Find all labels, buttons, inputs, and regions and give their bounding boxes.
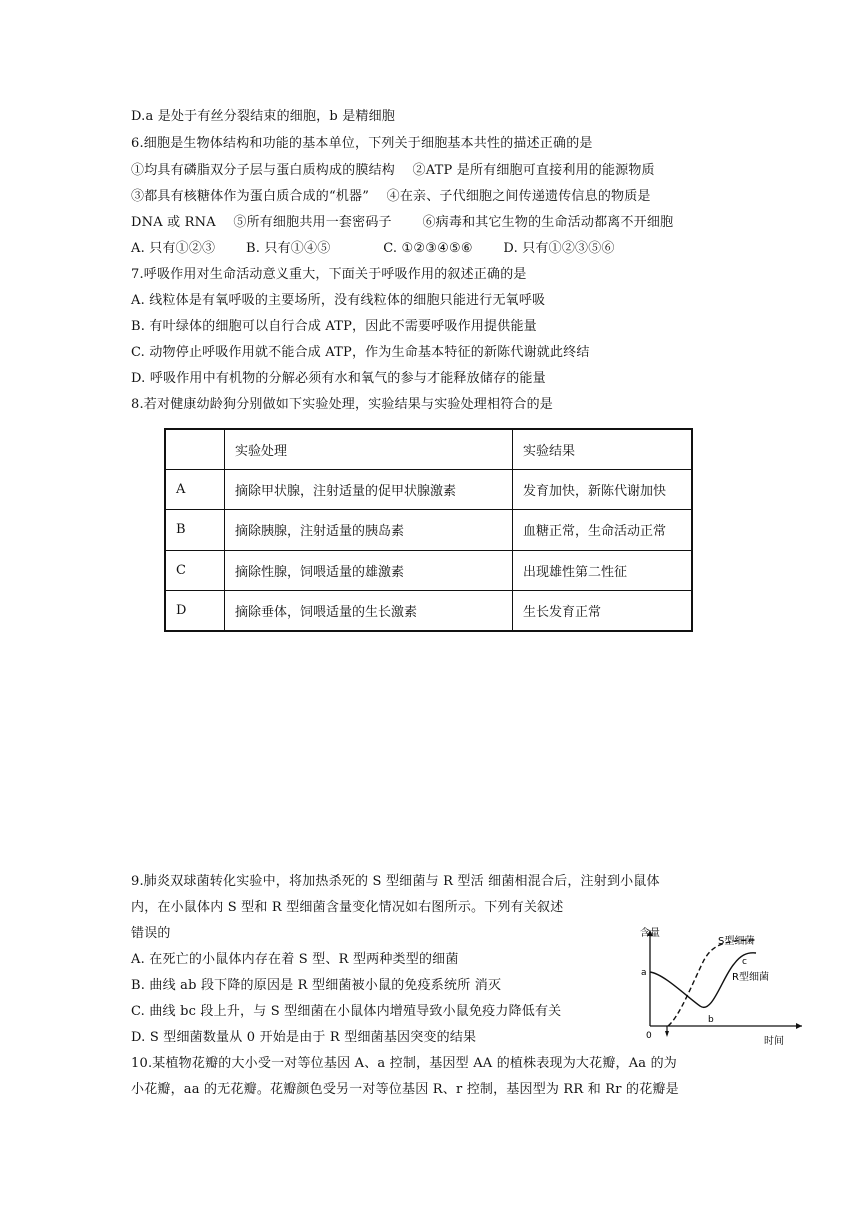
experiment-table bbox=[164, 428, 693, 632]
table-cell: 摘除性腺，饲喂适量的雄激素 bbox=[225, 550, 513, 590]
question-6-stem: 6.细胞是生物体结构和功能的基本单位，下列关于细胞基本共性的描述正确的是 bbox=[131, 136, 593, 151]
x-axis-label: 时间 bbox=[764, 1036, 784, 1047]
table-row bbox=[166, 591, 691, 630]
table-header-row bbox=[166, 430, 691, 469]
question-9-option-c: C. 曲线 bc 段上升，与 S 型细菌在小鼠体内增殖导致小鼠免疫力降低有关 bbox=[131, 1004, 562, 1019]
table-cell: 血糖正常，生命活动正常 bbox=[513, 510, 692, 550]
question-7-option-d: D. 呼吸作用中有机物的分解必须有水和氧气的参与才能释放储存的能量 bbox=[131, 371, 546, 386]
point-a-label: a bbox=[641, 968, 647, 978]
x-axis-arrow bbox=[796, 1023, 802, 1029]
table-cell: 摘除垂体，饲喂适量的生长激素 bbox=[225, 591, 513, 630]
table-header-cell: 实验结果 bbox=[513, 430, 692, 469]
table-cell: 出现雄性第二性征 bbox=[513, 550, 692, 590]
table-row bbox=[166, 469, 691, 509]
question-6-statements-2: ③都具有核糖体作为蛋白质合成的“机器” ④在亲、子代细胞之间传递遗传信息的物质是 bbox=[131, 189, 651, 204]
question-9-option-d: D. S 型细菌数量从 0 开始是由于 R 型细菌基因突变的结果 bbox=[131, 1030, 477, 1045]
table-cell: A bbox=[166, 469, 225, 509]
table-cell: C bbox=[166, 550, 225, 590]
question-7-option-c: C. 动物停止呼吸作用就不能合成 ATP，作为生命基本特征的新陈代谢就此终结 bbox=[131, 345, 590, 360]
question-7-option-a: A. 线粒体是有氧呼吸的主要场所，没有线粒体的细胞只能进行无氧呼吸 bbox=[131, 293, 546, 308]
table-cell: B bbox=[166, 510, 225, 550]
injection-marker-arrow bbox=[665, 1031, 669, 1037]
question-9-option-b: B. 曲线 ab 段下降的原因是 R 型细菌被小鼠的免疫系统所 消灭 bbox=[131, 978, 502, 993]
table-cell: 发育加快，新陈代谢加快 bbox=[513, 469, 692, 509]
question-6-options: A. 只有①②③ B. 只有①④⑤ C. ①②③④⑤⑥ D. 只有①②③⑤⑥ bbox=[131, 241, 615, 256]
question-6-statements-1: ①均具有磷脂双分子层与蛋白质构成的膜结构 ②ATP 是所有细胞可直接利用的能源物质 bbox=[131, 163, 655, 178]
question-9-stem-1: 9.肺炎双球菌转化实验中，将加热杀死的 S 型细菌与 R 型活 细菌相混合后，注射到小鼠体 bbox=[131, 874, 660, 889]
option-d-previous: D.a 是处于有丝分裂结束的细胞，b 是精细胞 bbox=[131, 109, 396, 124]
table-row bbox=[166, 550, 691, 590]
table-cell: 摘除胰腺，注射适量的胰岛素 bbox=[225, 510, 513, 550]
s-type-curve bbox=[668, 940, 756, 1026]
y-axis-label: 含量 bbox=[640, 928, 660, 939]
question-9-option-a: A. 在死亡的小鼠体内存在着 S 型、R 型两种类型的细菌 bbox=[131, 952, 459, 967]
origin-label: 0 bbox=[646, 1031, 652, 1041]
table-header-cell: 实验处理 bbox=[225, 430, 513, 469]
question-10-stem-2: 小花瓣，aa 的无花瓣。花瓣颜色受另一对等位基因 R、r 控制，基因型为 RR 和 Rr 的花瓣是 bbox=[131, 1082, 679, 1097]
question-9-stem-2: 内，在小鼠体内 S 型和 R 型细菌含量变化情况如右图所示。下列有关叙述 bbox=[131, 900, 564, 915]
question-7-stem: 7.呼吸作用对生命活动意义重大，下面关于呼吸作用的叙述正确的是 bbox=[131, 267, 527, 282]
point-b-label: b bbox=[708, 1015, 714, 1025]
table-cell: 摘除甲状腺，注射适量的促甲状腺激素 bbox=[225, 469, 513, 509]
question-7-option-b: B. 有叶绿体的细胞可以自行合成 ATP，因此不需要呼吸作用提供能量 bbox=[131, 319, 537, 334]
question-9-stem-3: 错误的 bbox=[131, 926, 171, 941]
s-type-label: S型细菌 bbox=[718, 936, 755, 947]
question-10-stem-1: 10.某植物花瓣的大小受一对等位基因 A、a 控制，基因型 AA 的植株表现为大花瓣，Aa 的为 bbox=[131, 1056, 677, 1071]
question-8-stem: 8.若对健康幼龄狗分别做如下实验处理，实验结果与实验处理相符合的是 bbox=[131, 397, 554, 412]
table-cell: D bbox=[166, 591, 225, 630]
table-header-cell bbox=[166, 430, 225, 469]
bacteria-graph bbox=[638, 920, 808, 1048]
question-6-statements-3: DNA 或 RNA ⑤所有细胞共用一套密码子 ⑥病毒和其它生物的生命活动都离不开细胞 bbox=[131, 215, 674, 230]
r-type-label: R型细菌 bbox=[732, 972, 769, 983]
table-row bbox=[166, 510, 691, 550]
table-cell: 生长发育正常 bbox=[513, 591, 692, 630]
point-c-label: c bbox=[742, 957, 747, 967]
